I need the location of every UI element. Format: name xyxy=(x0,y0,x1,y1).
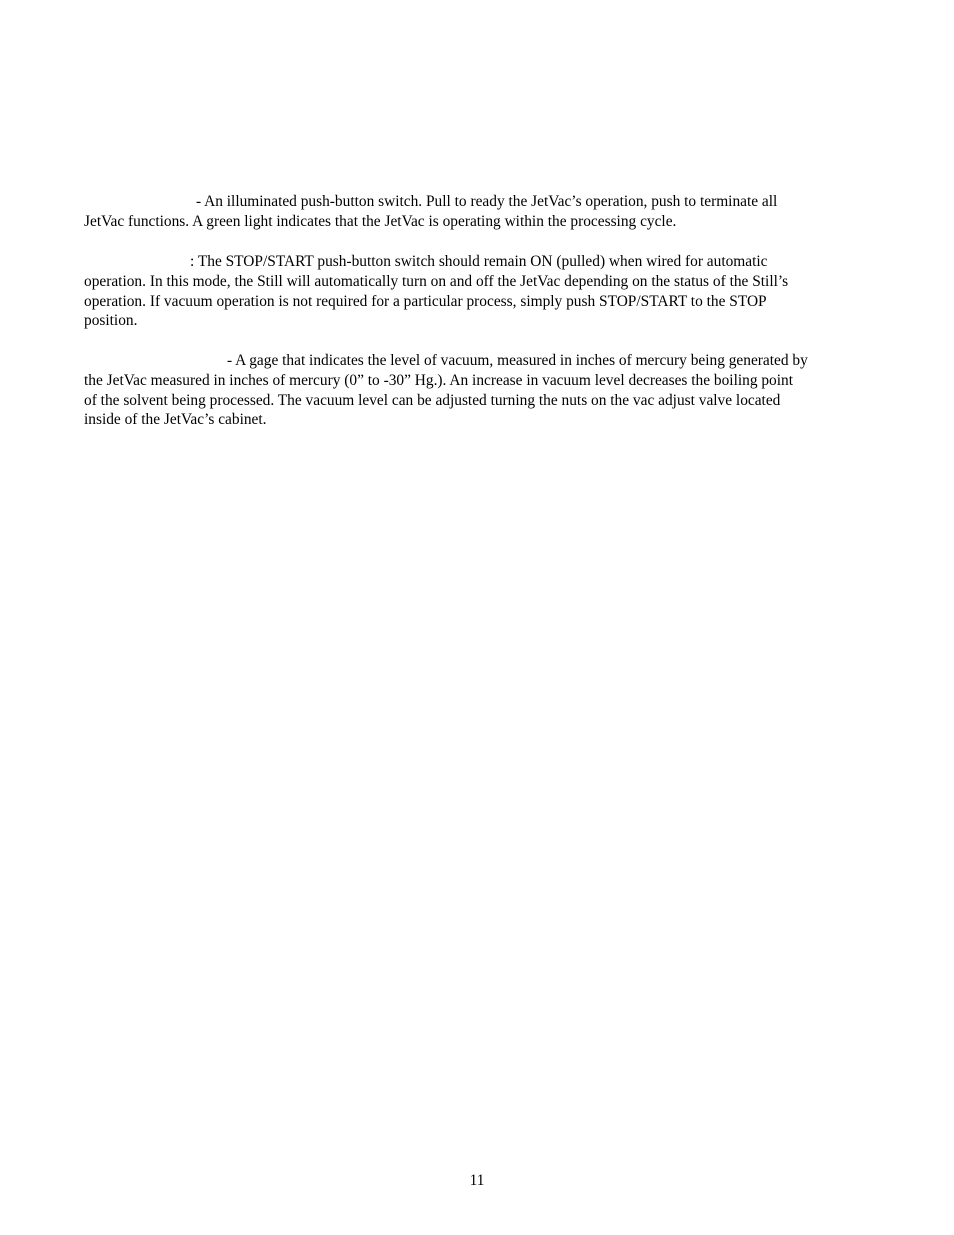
stop-start-switch-description xyxy=(84,192,884,232)
text-line: the JetVac measured in inches of mercury (0” to -30” Hg.). An increase in vacuum level decreases the boiling point xyxy=(84,371,794,389)
text-line: : The STOP/START push-button switch should remain ON (pulled) when wired for automatic xyxy=(190,253,768,270)
text-line: operation. If vacuum operation is not required for a particular process, simply push STOP/START to the STOP xyxy=(84,292,767,310)
page-number: 11 xyxy=(469,1172,485,1189)
text-line: inside of the JetVac’s cabinet. xyxy=(84,411,267,429)
text-line: of the solvent being processed. The vacuum level can be adjusted turning the nuts on the vac adjust valve located xyxy=(84,391,781,409)
text-line: position. xyxy=(84,312,138,330)
text-line: operation. In this mode, the Still will automatically turn on and off the JetVac depending on the status of the Still’s xyxy=(84,272,789,290)
text-line: - A gage that indicates the level of vacuum, measured in inches of mercury being generated by xyxy=(227,352,808,369)
automatic-operation-note xyxy=(84,252,884,331)
text-line: JetVac functions. A green light indicates that the JetVac is operating within the processing cycle. xyxy=(84,212,677,230)
vacuum-gage-description xyxy=(84,351,884,430)
text-line: - An illuminated push-button switch. Pull to ready the JetVac’s operation, push to terminate all xyxy=(196,193,778,210)
